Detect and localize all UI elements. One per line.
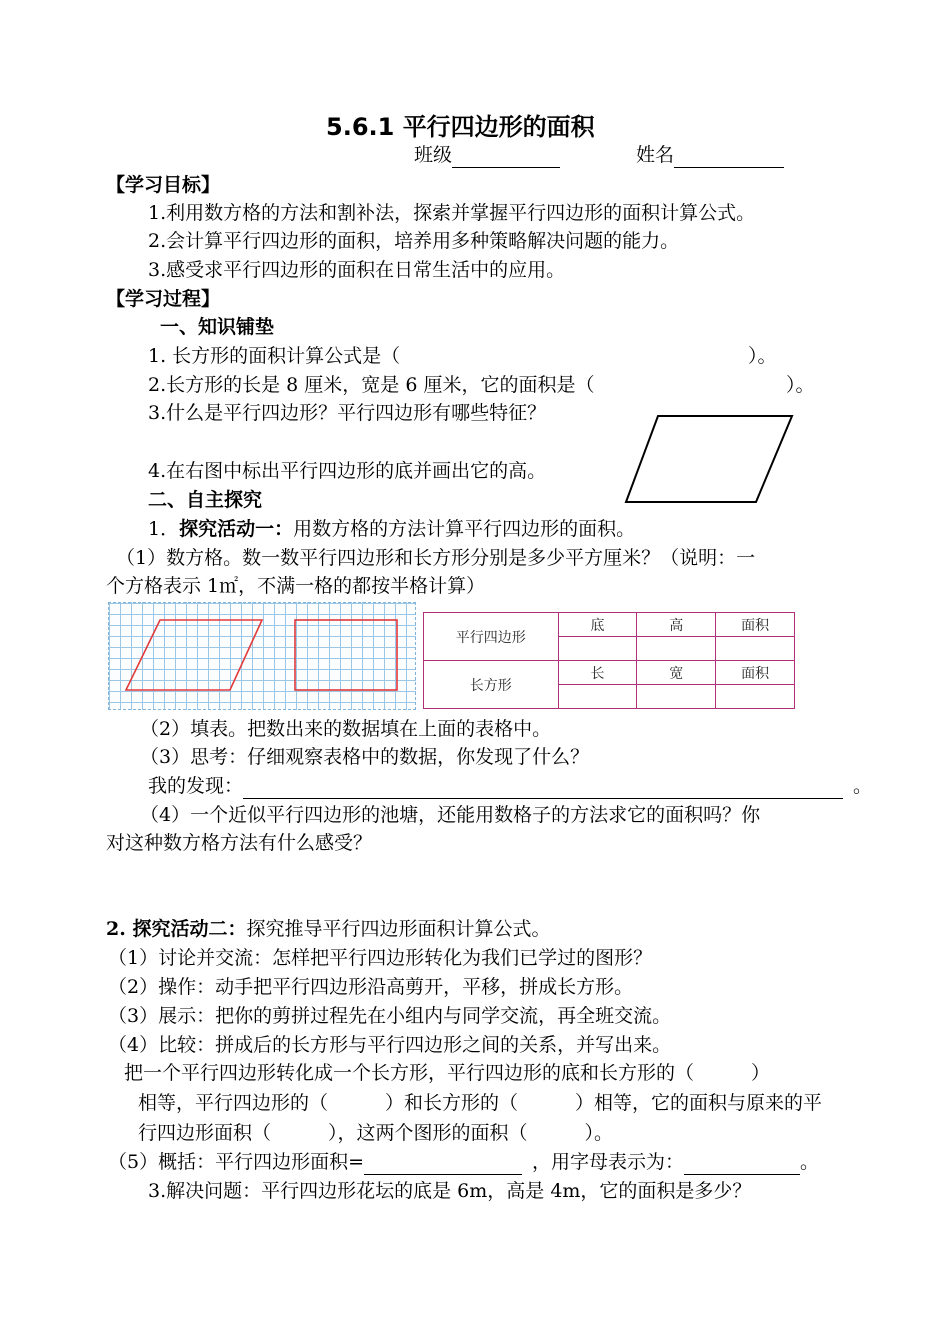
- problem-text: 3.解决问题：平行四边形花坛的底是 6m，高是 4m，它的面积是多少？: [148, 1180, 752, 1202]
- letter-formula-blank[interactable]: [684, 1154, 800, 1175]
- fill-line-3: 行四边形面积（ ），这两个图形的面积（ ）。: [138, 1122, 614, 1144]
- table-header-cell: 长: [558, 661, 637, 685]
- name-field: [636, 142, 784, 168]
- data-table: [423, 612, 795, 709]
- activity2-num: 2.: [106, 918, 133, 940]
- part1-heading: 一、知识铺垫: [160, 316, 275, 338]
- class-field: [414, 142, 560, 168]
- table-row-label: 长方形: [424, 661, 559, 709]
- step1-line1: （1）数方格。数一数平行四边形和长方形分别是多少平方厘米？（说明：一: [116, 547, 756, 569]
- q2-close: ）。: [786, 374, 815, 396]
- act2-step1: （1）讨论并交流：怎样把平行四边形转化为我们已学过的图形？: [108, 947, 653, 969]
- formula-label: （5）概括：平行四边形面积=: [108, 1151, 365, 1173]
- activity1-text: 用数方格的方法计算平行四边形的面积。: [293, 518, 636, 540]
- grid-shapes: [108, 602, 416, 710]
- formula-letter-label: ，用字母表示为：: [532, 1151, 685, 1173]
- goal-item: 3.感受求平行四边形的面积在日常生活中的应用。: [148, 259, 566, 281]
- finding-label: 我的发现：: [148, 775, 244, 797]
- step4-line2: 对这种数方格方法有什么感受？: [106, 832, 373, 854]
- class-label: 班级: [414, 144, 453, 166]
- goals-heading: 【学习目标】: [106, 174, 221, 196]
- table-header-cell: 面积: [716, 661, 795, 685]
- finding-end: 。: [853, 775, 873, 797]
- q4-text: 4.在右图中标出平行四边形的底并画出它的高。: [148, 460, 547, 482]
- formula-line: [108, 1149, 819, 1175]
- goal-item: 1.利用数方格的方法和割补法，探索并掌握平行四边形的面积计算公式。: [148, 202, 756, 224]
- q3-text: 3.什么是平行四边形？平行四边形有哪些特征？: [148, 402, 547, 424]
- fill-line-2: 相等，平行四边形的（ ）和长方形的（ ）相等，它的面积与原来的平: [138, 1092, 823, 1114]
- activity2-line: [106, 916, 550, 942]
- table-header-cell: 高: [637, 613, 716, 637]
- name-label: 姓名: [636, 144, 675, 166]
- table-input-cell[interactable]: [637, 685, 716, 709]
- act2-step4: （4）比较：拼成后的长方形与平行四边形之间的关系，并写出来。: [108, 1034, 672, 1056]
- q1-line: [148, 343, 788, 369]
- activity1-line: [148, 516, 635, 542]
- finding-blank[interactable]: [243, 778, 843, 799]
- fill-line-1: 把一个平行四边形转化成一个长方形，平行四边形的底和长方形的（ ）: [124, 1062, 771, 1084]
- part2-heading: 二、自主探究: [148, 489, 263, 511]
- parallelogram-figure[interactable]: [620, 410, 800, 506]
- table-input-cell[interactable]: [716, 637, 795, 661]
- activity1-title: 探究活动一：: [179, 518, 294, 540]
- step3-text: （3）思考：仔细观察表格中的数据，你发现了什么？: [140, 746, 590, 768]
- name-blank[interactable]: [674, 147, 784, 168]
- page-title: 5.6.1 平行四边形的面积: [326, 113, 595, 141]
- table-header-cell: 面积: [716, 613, 795, 637]
- finding-line: [148, 773, 872, 799]
- goal-item: 2.会计算平行四边形的面积，培养用多种策略解决问题的能力。: [148, 230, 680, 252]
- table-header-cell: 底: [558, 613, 637, 637]
- table-header-cell: 宽: [637, 661, 716, 685]
- step1-line2: 个方格表示 1㎡，不满一格的都按半格计算）: [106, 575, 486, 597]
- q1-text: 1. 长方形的面积计算公式是（: [148, 345, 401, 367]
- grid-parallelogram: [126, 620, 262, 690]
- step2-text: （2）填表。把数出来的数据填在上面的表格中。: [140, 718, 552, 740]
- class-blank[interactable]: [452, 147, 560, 168]
- activity2-text: 探究推导平行四边形面积计算公式。: [246, 918, 551, 940]
- table-input-cell[interactable]: [558, 637, 637, 661]
- formula-end: 。: [800, 1151, 820, 1173]
- table-input-cell[interactable]: [716, 685, 795, 709]
- table-input-cell[interactable]: [637, 637, 716, 661]
- table-row-label: 平行四边形: [424, 613, 559, 661]
- step4-line1: （4）一个近似平行四边形的池塘，还能用数格子的方法求它的面积吗？你: [140, 804, 761, 826]
- process-heading: 【学习过程】: [106, 288, 221, 310]
- act2-step2: （2）操作：动手把平行四边形沿高剪开，平移，拼成长方形。: [108, 976, 634, 998]
- q2-line: [148, 372, 828, 398]
- activity1-num: 1．: [148, 518, 180, 540]
- grid-rectangle: [295, 620, 397, 690]
- act2-step3: （3）展示：把你的剪拼过程先在小组内与同学交流，再全班交流。: [108, 1005, 672, 1027]
- q1-close: ）。: [748, 345, 777, 367]
- q2-text: 2.长方形的长是 8 厘米，宽是 6 厘米，它的面积是（: [148, 374, 595, 396]
- table-input-cell[interactable]: [558, 685, 637, 709]
- formula-blank[interactable]: [364, 1154, 522, 1175]
- activity2-title: 探究活动二：: [132, 918, 247, 940]
